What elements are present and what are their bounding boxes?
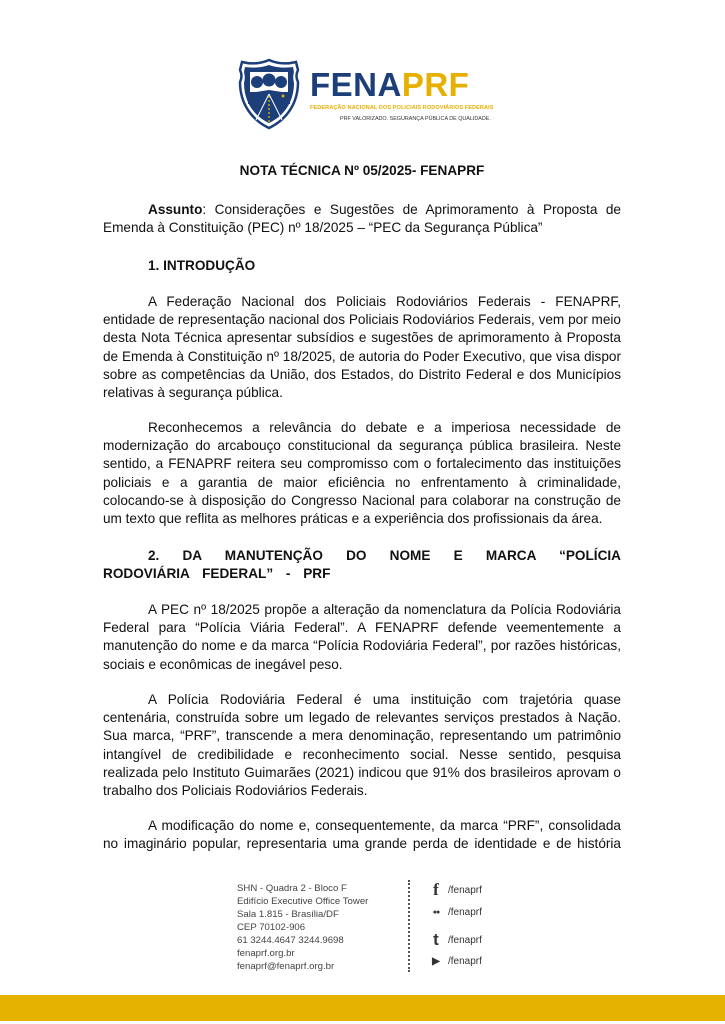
brand-subtitle: FEDERAÇÃO NACIONAL DOS POLICIAIS RODOVIÁRIOS FEDERAIS	[310, 105, 494, 111]
footer-divider	[408, 880, 410, 972]
social-youtube[interactable]	[428, 956, 482, 967]
address-line: CEP 70102-906	[237, 922, 306, 933]
section-1-paragraph-1-block	[103, 293, 621, 402]
section-2-paragraph: A modificação do nome e, consequentemente, da marca “PRF”, consolidada no imaginário popular, representaria uma grande perda de identidade e de história	[103, 818, 621, 852]
address-line: Sala 1.815 - Brasília/DF	[237, 909, 339, 920]
shield-police-officers-icon	[238, 58, 300, 130]
address-line: SHN - Quadra 2 - Bloco F	[237, 883, 347, 894]
youtube-icon: ▶	[432, 956, 440, 967]
address-line: Edifício Executive Office Tower	[237, 896, 369, 907]
document-title: NOTA TÉCNICA Nº 05/2025- FENAPRF	[239, 163, 485, 178]
section-1	[103, 257, 621, 275]
social-handle: /fenaprf	[448, 934, 482, 946]
social-flickr[interactable]	[428, 907, 482, 918]
section-2-heading: 2. DA MANUTENÇÃO DO NOME E MARCA “POLÍCIA RODOVIÁRIA FEDERAL” - PRF	[103, 548, 621, 582]
brand-prf: PRF	[401, 66, 470, 103]
subject-block	[103, 201, 621, 237]
subject-paragraph	[103, 201, 621, 237]
flickr-icon: ●●	[432, 909, 440, 916]
subject-text: : Considerações e Sugestões de Aprimoramento à Proposta de Emenda à Constituição (PEC) nº 18/2025 – “PEC da Segurança Pública”	[103, 202, 621, 236]
social-twitter[interactable]	[428, 930, 482, 950]
footer-yellow-bar	[0, 995, 725, 1021]
brand-name	[310, 68, 493, 102]
section-2-paragraph-2-block	[103, 691, 621, 800]
section-2	[103, 547, 621, 583]
fenaprf-logo	[238, 58, 498, 130]
section-1-paragraph: A Federação Nacional dos Policiais Rodoviários Federais - FENAPRF, entidade de representação nacional dos Policiais Rodoviários Federais, vem por meio desta Nota Técnica apresentar subsídios e sugestões de aprimoramento à Proposta de Emenda à Constituição nº 18/2025, de autoria do Poder Executivo, que visa dispor sobre as competências da União, dos Estados, do Distrito Federal e dos Municípios relativas à segurança pública.	[103, 294, 621, 401]
section-2-paragraph-3-block	[103, 817, 621, 853]
section-1-paragraph: Reconhecemos a relevância do debate e a imperiosa necessidade de modernização do arcabouço constitucional da segurança pública brasileira. Neste sentido, a FENAPRF reitera seu compromisso com o fortalecimento das instituições policiais e a garantia de maior eficiência no enfrentamento à criminalidade, colocando-se à disposição do Congresso Nacional para colaborar na construção de um texto que reflita as melhores práticas e a experiência dos profissionais da área.	[103, 420, 621, 527]
social-facebook[interactable]	[428, 880, 482, 900]
section-1-heading: 1. INTRODUÇÃO	[148, 258, 256, 273]
social-handle: /fenaprf	[448, 884, 482, 896]
email-link[interactable]: fenaprf@fenaprf.org.br	[237, 961, 335, 972]
social-handle: /fenaprf	[448, 907, 482, 918]
brand-slogan: PRF VALORIZADO. SEGURANÇA PÚBLICA DE QUALIDADE.	[340, 116, 491, 122]
section-1-paragraph-2-block	[103, 419, 621, 528]
facebook-icon: f	[433, 880, 439, 899]
brand-fena: FENA	[310, 66, 402, 103]
phone-line: 61 3244.4647 3244.9698	[237, 935, 344, 946]
social-handle: /fenaprf	[448, 956, 482, 967]
subject-label: Assunto	[148, 202, 203, 217]
website-link[interactable]: fenaprf.org.br	[237, 948, 295, 959]
section-2-paragraph: A Polícia Rodoviária Federal é uma instituição com trajetória quase centenária, construída sobre um legado de relevantes serviços prestados à Nação. Sua marca, “PRF”, transcende a mera denominação, representando um patrimônio intangível de credibilidade e reconhecimento social. Nesse sentido, pesquisa realizada pelo Instituto Guimarães (2021) indicou que 91% dos brasileiros aprovam o trabalho dos Policiais Rodoviários Federais.	[103, 692, 621, 799]
section-2-paragraph: A PEC nº 18/2025 propõe a alteração da nomenclatura da Polícia Rodoviária Federal para “Polícia Viária Federal”. A FENAPRF defende veementemente a manutenção do nome e da marca “Polícia Rodoviária Federal”, por razões históricas, sociais e econômicas de inegável peso.	[103, 602, 621, 672]
footer-address	[237, 882, 368, 973]
section-2-paragraph-1-block	[103, 601, 621, 674]
twitter-icon: t	[433, 930, 439, 949]
